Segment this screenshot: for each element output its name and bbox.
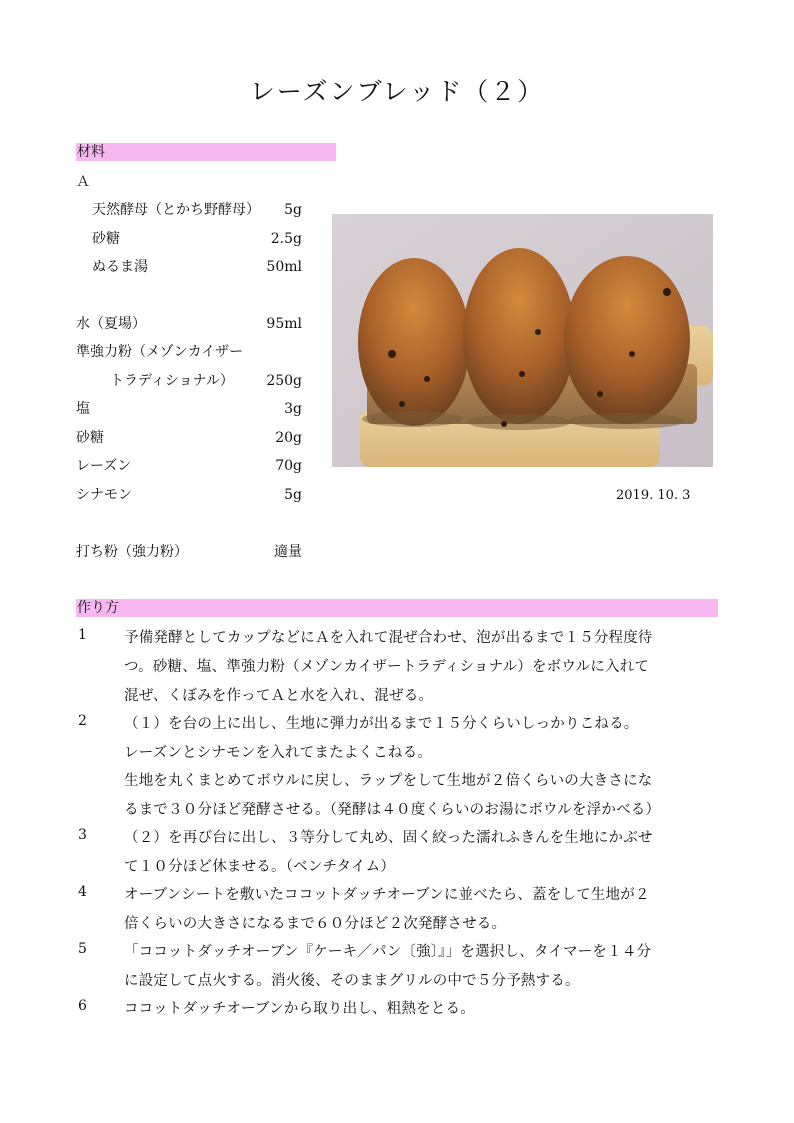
bread-photo-illustration	[332, 214, 713, 467]
ingredient-name: 砂糖	[76, 430, 104, 446]
step-number: 6	[78, 998, 87, 1014]
ingredient-amount: 95ml	[266, 316, 302, 332]
step-text-line: 倍くらいの大きさになるまで６０分ほど２次発酵させる。	[124, 916, 507, 932]
ingredient-name: レーズン	[76, 458, 132, 474]
page-title: レーズンブレッド（２）	[249, 77, 545, 106]
ingredient-name: トラディショナル）	[110, 373, 234, 389]
ingredient-name: 天然酵母（とかち野酵母）	[92, 202, 260, 218]
ingredient-name: 水（夏場）	[76, 316, 146, 332]
ingredient-amount: 50ml	[266, 259, 302, 275]
ingredient-name: シナモン	[76, 487, 132, 503]
step-number: 3	[78, 827, 87, 843]
step-text-line: て１０分ほど休ませる。（ベンチタイム）	[124, 859, 396, 875]
step-text-line: 生地を丸くまとめてボウルに戻し、ラップをして生地が２倍くらいの大きさにな	[124, 773, 653, 789]
ingredient-name: 砂糖	[92, 231, 120, 247]
step-text-line: つ。砂糖、塩、準強力粉（メゾンカイザートラディショナル）をボウルに入れて	[124, 659, 650, 675]
step-text-line: 予備発酵としてカップなどにＡを入れて混ぜ合わせ、泡が出るまで１５分程度待	[124, 630, 653, 646]
step-text-line: オーブンシートを敷いたココットダッチオーブンに並べたら、蓋をして生地が２	[124, 887, 650, 903]
step-text-line: （２）を再び台に出し、３等分して丸め、固く絞った濡れふきんを生地にかぶせ	[124, 830, 653, 846]
ingredient-name: 準強力粉（メゾンカイザー	[76, 344, 244, 360]
ingredient-name: ぬるま湯	[92, 259, 148, 275]
ingredient-name: Ａ	[76, 174, 90, 190]
ingredient-amount: 5g	[284, 202, 302, 218]
step-text-line: 混ぜ、くぼみを作ってＡと水を入れ、混ぜる。	[124, 688, 434, 704]
ingredient-amount: 3g	[284, 401, 302, 417]
ingredient-name: 塩	[76, 401, 90, 417]
step-text-line: るまで３０分ほど発酵させる。（発酵は４０度くらいのお湯にボウルを浮かべる）	[124, 802, 661, 818]
ingredient-amount: 70g	[275, 458, 302, 474]
ingredient-amount: 5g	[284, 487, 302, 503]
steps-heading: 作り方	[76, 599, 718, 617]
photo-date: 2019. 10. 3	[616, 488, 691, 503]
step-text-line: 「ココットダッチオーブン『ケーキ／パン〔強〕』」を選択し、タイマーを１４分	[124, 944, 652, 960]
ingredient-amount: 2.5g	[270, 231, 302, 247]
step-text-line: （１）を台の上に出し、生地に弾力が出るまで１５分くらいしっかりこねる。	[124, 716, 639, 732]
step-text-line: ココットダッチオーブンから取り出し、粗熱をとる。	[124, 1001, 475, 1017]
ingredient-amount: 20g	[275, 430, 302, 446]
step-number: 1	[78, 627, 87, 643]
step-text-line: に設定して点火する。消火後、そのままグリルの中で５分予熱する。	[124, 973, 580, 989]
step-number: 4	[78, 884, 87, 900]
ingredient-amount: 250g	[266, 373, 302, 389]
bread-photo	[332, 214, 713, 467]
ingredients-heading: 材料	[76, 143, 336, 161]
step-number: 5	[78, 941, 87, 957]
ingredient-name: 打ち粉（強力粉）	[76, 544, 188, 560]
step-text-line: レーズンとシナモンを入れてまたよくこねる。	[124, 745, 432, 761]
step-number: 2	[78, 713, 87, 729]
ingredient-amount: 適量	[274, 544, 302, 560]
